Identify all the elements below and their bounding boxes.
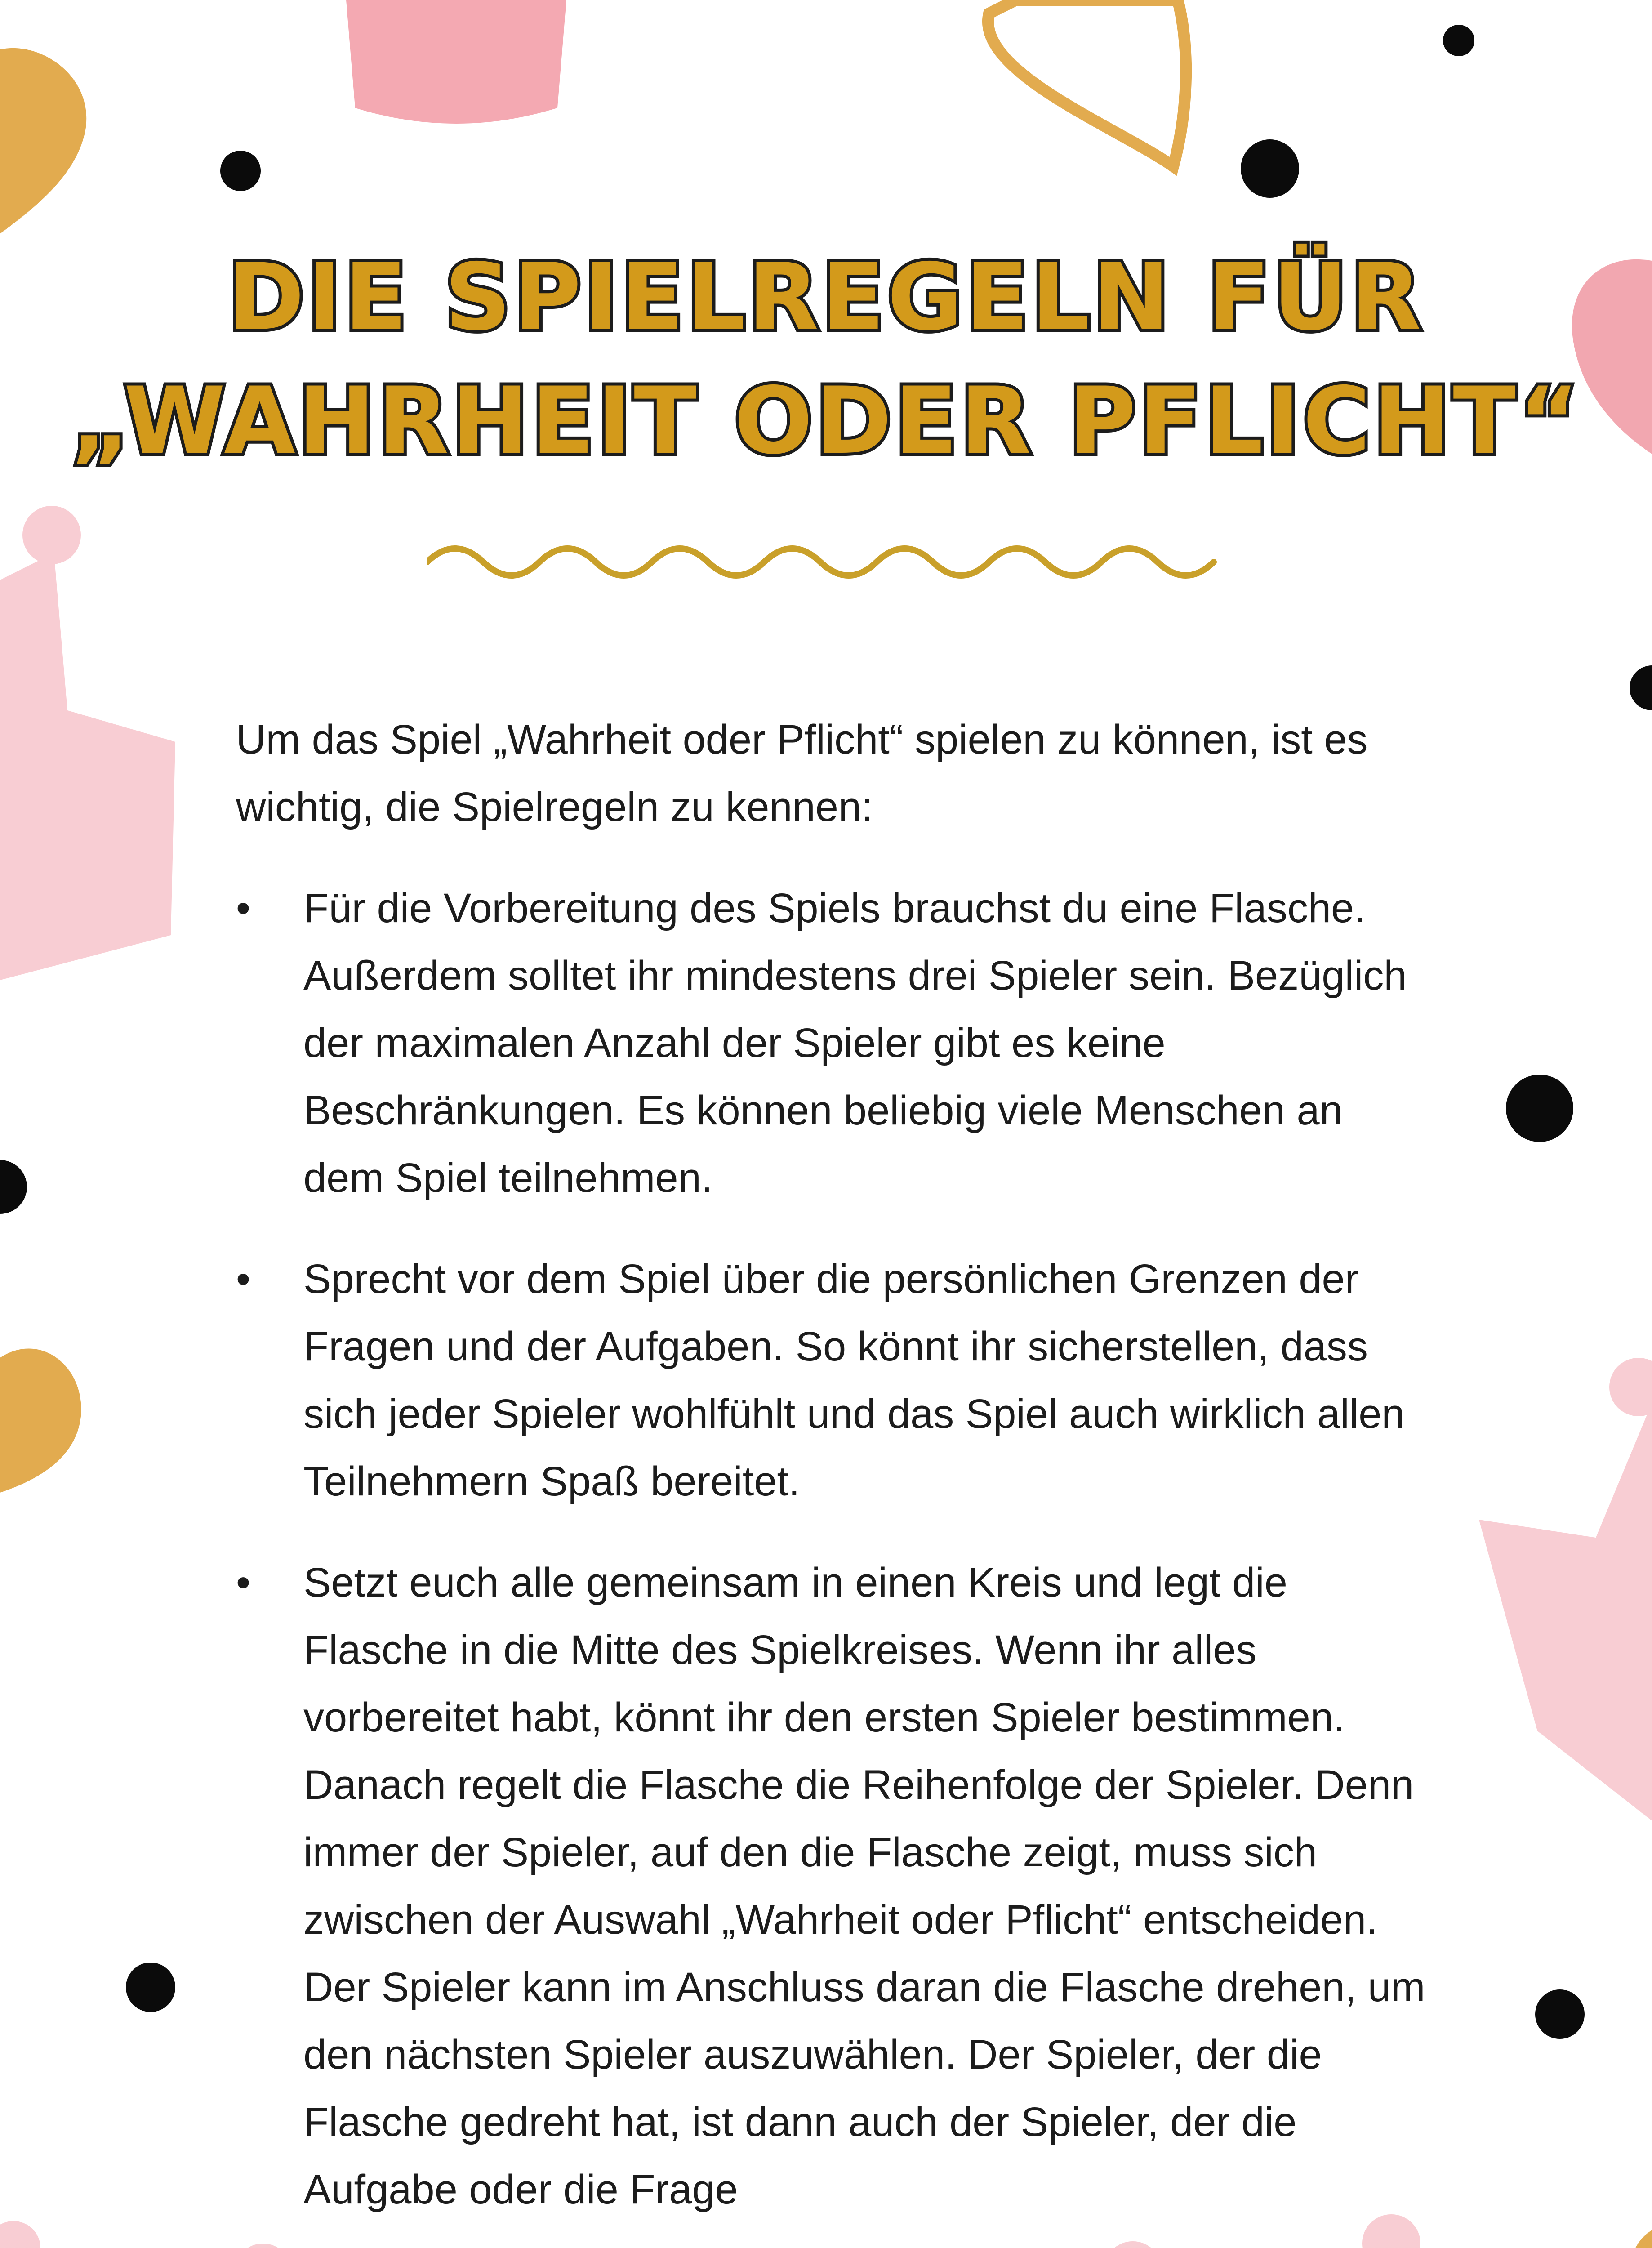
heart-icon <box>0 1348 81 1493</box>
heart-icon <box>0 48 86 234</box>
bullet-icon: • <box>236 1560 251 1606</box>
bullet-icon: • <box>236 885 251 931</box>
page-title-line-1: DIE SPIELREGELN FÜR <box>228 244 1424 351</box>
list-item <box>236 1245 1427 1515</box>
rules-list <box>236 874 1427 2223</box>
list-item <box>236 874 1427 1212</box>
intro-paragraph: Um das Spiel „Wahrheit oder Pflicht“ spielen zu können, ist es wichtig, die Spielregeln zu kennen: <box>236 717 1368 830</box>
list-item-text: Sprecht vor dem Spiel über die persönlichen Grenzen der Fragen und der Aufgaben. So könnt ihr sicherstellen, dass sich jeder Spieler wohlfühlt und das Spiel auch wirklich allen Teilnehmern Spaß bereitet. <box>303 1256 1405 1504</box>
heart-icon <box>988 0 1186 166</box>
bullet-icon: • <box>236 1256 251 1302</box>
list-item-text: Setzt euch alle gemeinsam in einen Kreis und legt die Flasche in die Mitte des Spielkreises. Wenn ihr alles vorbereitet habt, könnt ihr den ersten Spieler bestimmen. Danach regelt die Flasche die Reihenfolge der Spieler. Denn immer der Spieler, auf den die Flasche zeigt, muss sich zwischen der Auswahl „Wahrheit oder Pflicht“ entscheiden. Der Spieler kann im Anschluss daran die Flasche drehen, um den nächsten Spieler auszuwählen. Der Spieler, der die Flasche gedreht hat, ist dann auch der Spieler, der die Aufgabe oder die Frage <box>303 1560 1425 2212</box>
crown-icon <box>0 506 175 980</box>
rules-body <box>236 706 1427 2248</box>
heart-icon <box>1628 2230 1652 2248</box>
crown-icon <box>346 0 566 124</box>
list-item <box>236 1549 1427 2223</box>
wave-divider <box>427 540 1227 584</box>
crown-icon <box>1479 1358 1652 1821</box>
list-item-text: Für die Vorbereitung des Spiels brauchst du eine Flasche. Außerdem solltet ihr mindestens drei Spieler sein. Bezüglich der maximalen Anzahl der Spieler gibt es keine Beschränkungen. Es können beliebig viele Menschen an dem Spiel teilnehmen. <box>303 885 1407 1201</box>
page-title-line-2: „WAHRHEIT ODER PFLICHT“ <box>70 368 1582 475</box>
